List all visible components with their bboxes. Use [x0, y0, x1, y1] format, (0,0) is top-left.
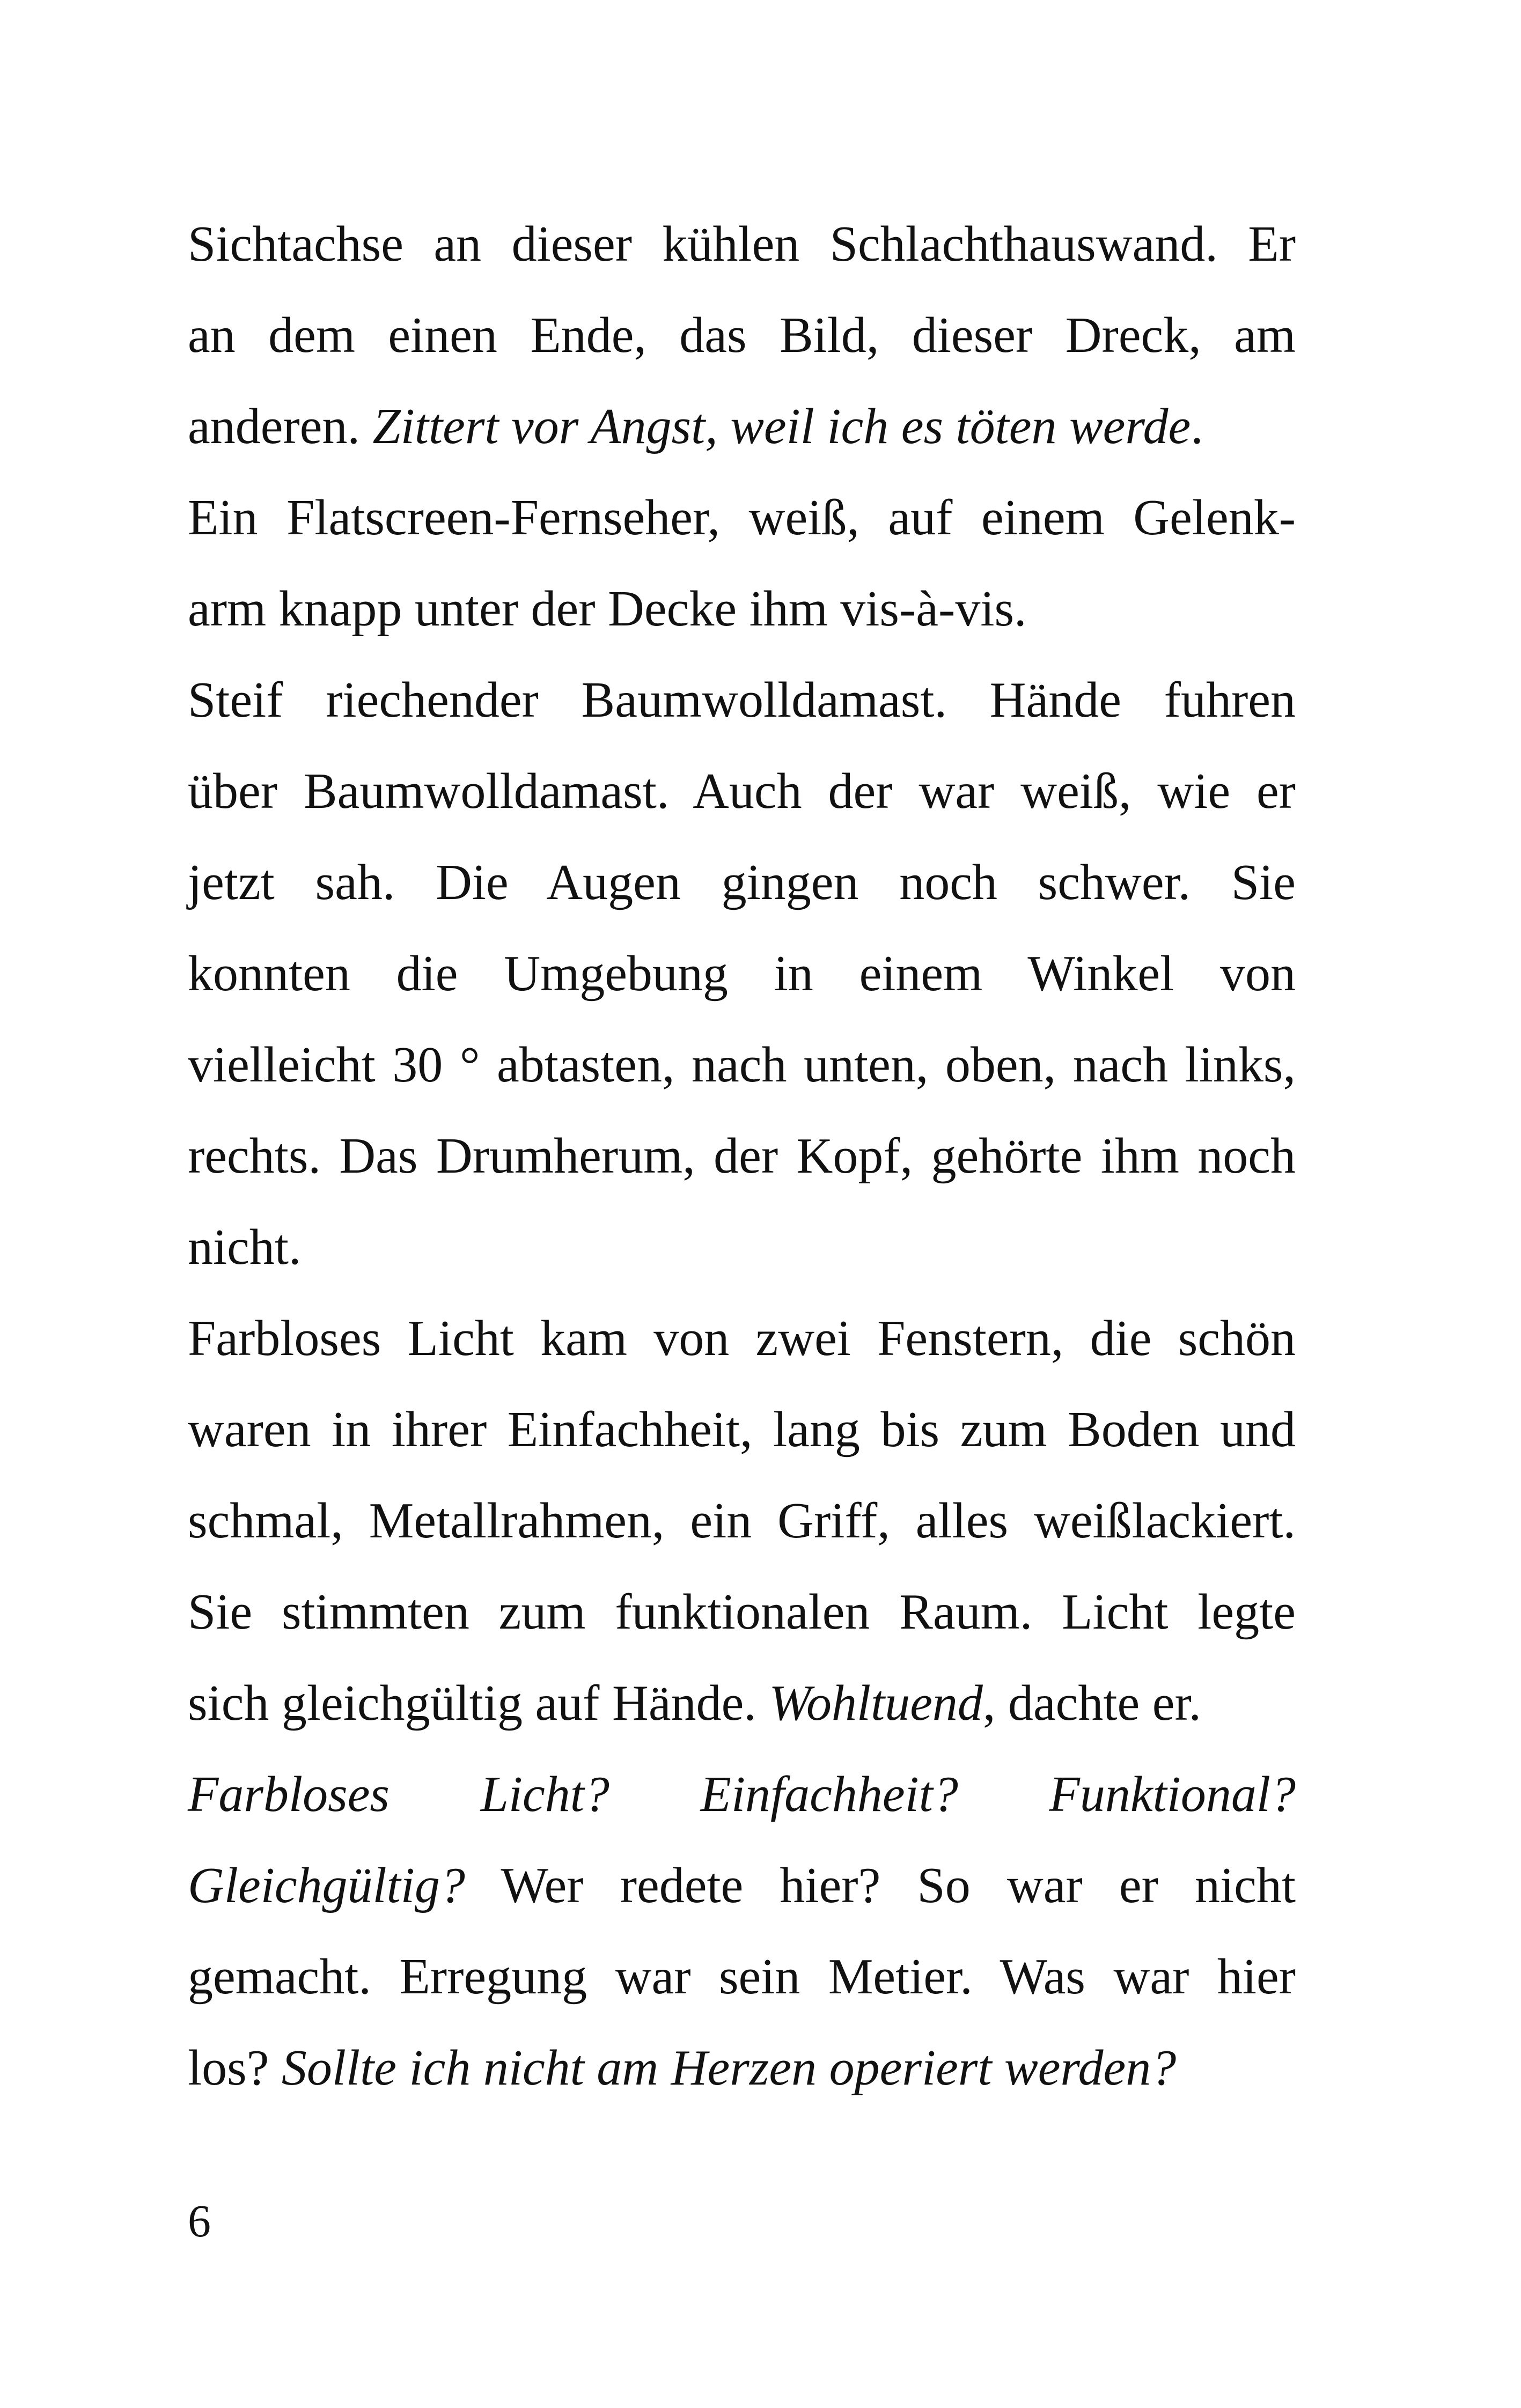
text-line: [188, 837, 1296, 928]
text-segment: Sie stimmten zum funktionalen Raum. Licht legte: [188, 1584, 1296, 1640]
text-segment: nicht.: [188, 1219, 302, 1275]
text-line: [188, 198, 1296, 290]
italic-text: Zittert vor Angst, weil ich es töten werde: [372, 399, 1191, 454]
text-line: [188, 746, 1296, 837]
text-line: [188, 1749, 1296, 1840]
italic-text: Gleichgültig?: [188, 1858, 465, 1913]
text-line: [188, 472, 1296, 563]
text-line: [188, 1475, 1296, 1566]
italic-text: Sollte ich nicht am Herzen operiert werden?: [281, 2040, 1177, 2096]
text-line: [188, 1293, 1296, 1384]
text-segment: arm knapp unter der Decke ihm vis-à-vis.: [188, 581, 1027, 637]
text-segment: los?: [188, 2040, 282, 2096]
text-segment: Sichtachse an dieser kühlen Schlachthauswand. Er: [188, 216, 1296, 272]
text-segment: , dachte er.: [982, 1675, 1202, 1731]
page-number: 6: [188, 2195, 211, 2247]
text-segment: an dem einen Ende, das Bild, dieser Dreck, am: [188, 307, 1296, 363]
text-segment: .: [1191, 399, 1203, 454]
text-line: [188, 2022, 1296, 2114]
text-segment: Steif riechender Baumwolldamast. Hände fuhren: [188, 672, 1296, 728]
text-line: [188, 654, 1296, 746]
text-segment: waren in ihrer Einfachheit, lang bis zum Boden und: [188, 1402, 1296, 1457]
text-segment: Wer redete hier? So war er nicht: [465, 1858, 1296, 1913]
text-segment: rechts. Das Drumherum, der Kopf, gehörte ihm noch: [188, 1128, 1296, 1184]
text-segment: über Baumwolldamast. Auch der war weiß, wie er: [188, 763, 1296, 819]
text-segment: schmal, Metallrahmen, ein Griff, alles weißlackiert.: [188, 1493, 1296, 1549]
text-line: [188, 1840, 1296, 1931]
text-segment: konnten die Umgebung in einem Winkel von: [188, 946, 1296, 1002]
text-line: [188, 1658, 1296, 1749]
text-line: [188, 928, 1296, 1019]
text-line: [188, 563, 1296, 654]
text-line: [188, 1566, 1296, 1658]
text-segment: gemacht. Erregung war sein Metier. Was war hier: [188, 1949, 1296, 2005]
text-segment: jetzt sah. Die Augen gingen noch schwer. Sie: [188, 855, 1296, 910]
text-segment: Farbloses Licht kam von zwei Fenstern, die schön: [188, 1310, 1296, 1366]
text-line: [188, 1202, 1296, 1293]
text-line: [188, 381, 1296, 472]
text-segment: sich gleichgültig auf Hände.: [188, 1675, 769, 1731]
text-line: [188, 1931, 1296, 2022]
text-line: [188, 1110, 1296, 1202]
italic-text: Wohltuend: [769, 1675, 983, 1731]
text-segment: vielleicht 30 ° abtasten, nach unten, oben, nach links,: [188, 1037, 1296, 1093]
text-line: [188, 1384, 1296, 1475]
italic-text: Farbloses Licht? Einfachheit? Funktional?: [188, 1766, 1296, 1822]
text-segment: anderen.: [188, 399, 373, 454]
text-segment: Ein Flatscreen-Fernseher, weiß, auf einem Gelenk-: [188, 490, 1296, 546]
text-line: [188, 290, 1296, 381]
text-line: [188, 1019, 1296, 1110]
